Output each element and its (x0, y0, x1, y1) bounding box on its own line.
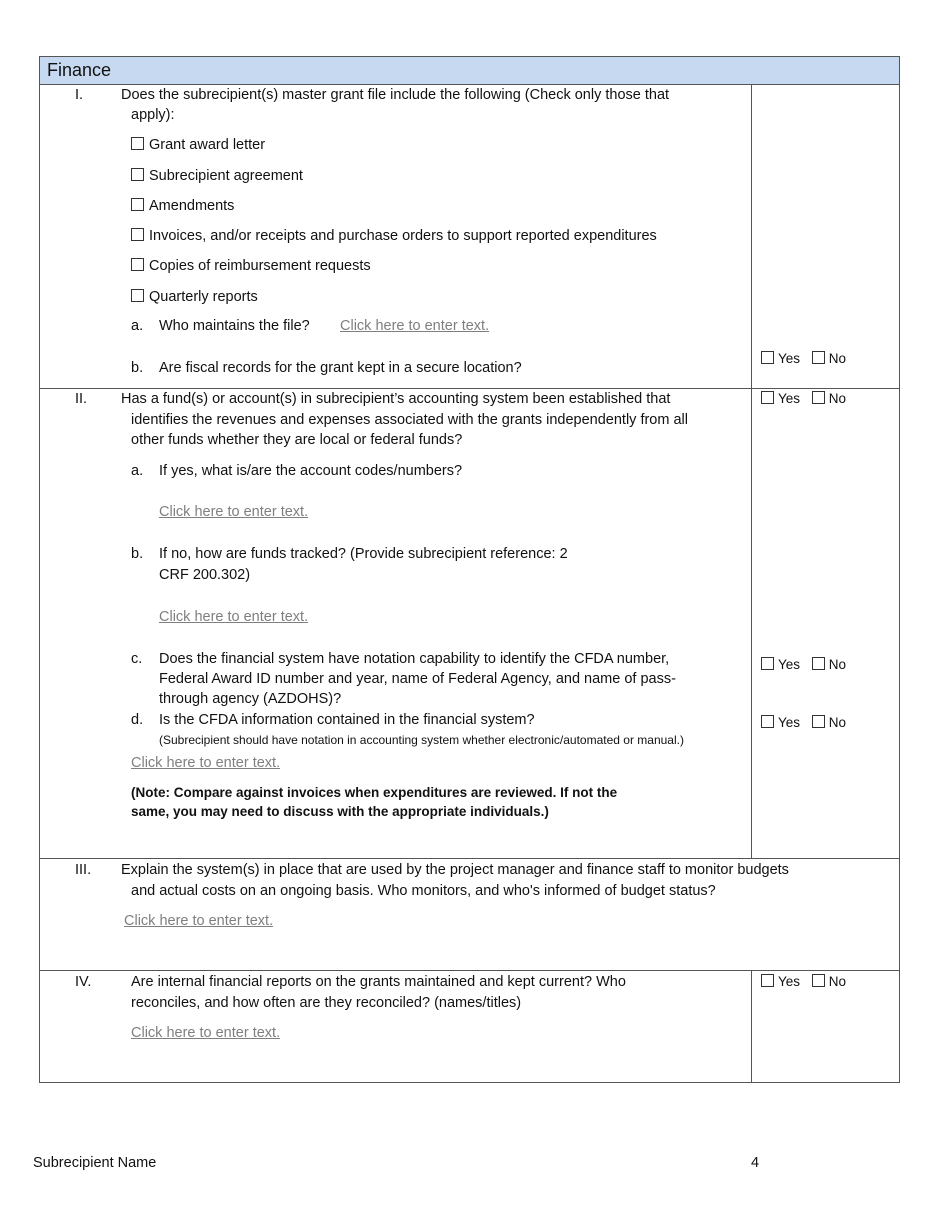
no-checkbox[interactable]: No (812, 350, 846, 368)
checkbox-box[interactable] (761, 391, 774, 404)
table-border-right (899, 56, 900, 1083)
checkbox-box[interactable] (761, 715, 774, 728)
section-header (39, 56, 899, 84)
yes-checkbox[interactable]: Yes (761, 973, 800, 991)
sub-letter: b. (131, 546, 144, 562)
column-divider (751, 970, 752, 1083)
row-divider (39, 858, 900, 859)
no-checkbox[interactable]: No (812, 656, 846, 674)
checkbox-box[interactable] (812, 715, 825, 728)
sub-question-text: If yes, what is/are the account codes/numbers? (159, 463, 463, 479)
note-text: (Note: Compare against invoices when expenditures are reviewed. If not the (131, 785, 618, 800)
sub-question-text: Are fiscal records for the grant kept in a secure location? (159, 360, 522, 376)
question-text: other funds whether they are local or federal funds? (131, 432, 463, 448)
sub-letter: d. (131, 712, 144, 728)
text-entry-funds-tracked[interactable]: Click here to enter text. (159, 609, 309, 625)
checkbox-box[interactable] (812, 391, 825, 404)
sub-question-text: CRF 200.302) (159, 567, 251, 583)
no-checkbox[interactable]: No (812, 714, 846, 732)
footer-page-number: 4 (751, 1155, 760, 1171)
question-text: Has a fund(s) or account(s) in subrecipient’s accounting system been established that (121, 391, 671, 407)
question-text: identifies the revenues and expenses associated with the grants independently from all (131, 412, 688, 428)
yes-checkbox[interactable]: Yes (761, 390, 800, 408)
yes-checkbox[interactable]: Yes (761, 714, 800, 732)
checkbox-box[interactable] (131, 198, 144, 211)
checkbox-box[interactable] (761, 351, 774, 364)
column-divider (751, 84, 752, 859)
no-checkbox[interactable]: No (812, 973, 846, 991)
checkbox-invoices[interactable]: Invoices, and/or receipts and purchase orders to support reported expenditures (131, 226, 657, 246)
question-text: and actual costs on an ongoing basis. Who monitors, and who's informed of budget status? (131, 883, 716, 899)
table-border-top (39, 56, 900, 57)
checkbox-subrecipient-agreement[interactable]: Subrecipient agreement (131, 166, 303, 186)
question-number: I. (75, 87, 84, 103)
sub-question-text: Is the CFDA information contained in the financial system? (159, 712, 535, 728)
sub-question-note: (Subrecipient should have notation in accounting system whether electronic/automated or manual.) (159, 733, 684, 747)
yes-no-secure-location (761, 350, 854, 368)
sub-letter: a. (131, 463, 144, 479)
checkbox-box[interactable] (761, 657, 774, 670)
checkbox-grant-award-letter[interactable]: Grant award letter (131, 135, 265, 155)
text-entry-cfda[interactable]: Click here to enter text. (131, 755, 281, 771)
sub-question-text: Does the financial system have notation capability to identify the CFDA number, (159, 651, 670, 667)
table-border-bottom (39, 1082, 900, 1083)
sub-question-text: Federal Award ID number and year, name of Federal Agency, and name of pass- (159, 671, 676, 687)
checkbox-box[interactable] (131, 228, 144, 241)
checkbox-reimbursement-requests[interactable]: Copies of reimbursement requests (131, 256, 371, 276)
text-entry-monitor-budgets[interactable]: Click here to enter text. (124, 913, 274, 929)
sub-question-text: Who maintains the file? (159, 318, 310, 334)
question-text: Are internal financial reports on the grants maintained and kept current? Who (131, 974, 626, 990)
sub-letter: b. (131, 360, 144, 376)
question-text: apply): (131, 107, 175, 123)
question-number: III. (75, 862, 92, 878)
no-checkbox[interactable]: No (812, 390, 846, 408)
checkbox-box[interactable] (812, 974, 825, 987)
sub-question-text: If no, how are funds tracked? (Provide subrecipient reference: 2 (159, 546, 568, 562)
question-number: IV. (75, 974, 92, 990)
checkbox-box[interactable] (131, 168, 144, 181)
checkbox-box[interactable] (761, 974, 774, 987)
sub-letter: a. (131, 318, 144, 334)
note-text: same, you may need to discuss with the appropriate individuals.) (131, 804, 549, 819)
question-text: Explain the system(s) in place that are used by the project manager and finance staff to monitor budgets (121, 862, 789, 878)
row-divider (39, 970, 900, 971)
text-entry-who-maintains[interactable]: Click here to enter text. (340, 318, 490, 334)
text-entry-reconciles[interactable]: Click here to enter text. (131, 1025, 281, 1041)
footer-subrecipient-name: Subrecipient Name (33, 1155, 157, 1171)
sub-letter: c. (131, 651, 143, 667)
checkbox-box[interactable] (812, 351, 825, 364)
question-number: II. (75, 391, 88, 407)
section-title: Finance (47, 60, 112, 80)
yes-no-fund-established (761, 390, 854, 408)
yes-no-notation-capability (761, 656, 854, 674)
checkbox-box[interactable] (131, 289, 144, 302)
checkbox-box[interactable] (812, 657, 825, 670)
yes-checkbox[interactable]: Yes (761, 350, 800, 368)
question-text: reconciles, and how often are they reconciled? (names/titles) (131, 995, 522, 1011)
yes-no-cfda-info (761, 714, 854, 732)
question-text: Does the subrecipient(s) master grant file include the following (Check only those that (121, 87, 670, 103)
sub-question-text: through agency (AZDOHS)? (159, 691, 342, 707)
checkbox-box[interactable] (131, 258, 144, 271)
checkbox-amendments[interactable]: Amendments (131, 196, 234, 216)
yes-checkbox[interactable]: Yes (761, 656, 800, 674)
yes-no-internal-reports (761, 973, 854, 991)
table-border-left (39, 56, 40, 1083)
text-entry-account-codes[interactable]: Click here to enter text. (159, 504, 309, 520)
checkbox-quarterly-reports[interactable]: Quarterly reports (131, 287, 258, 307)
checkbox-box[interactable] (131, 137, 144, 150)
